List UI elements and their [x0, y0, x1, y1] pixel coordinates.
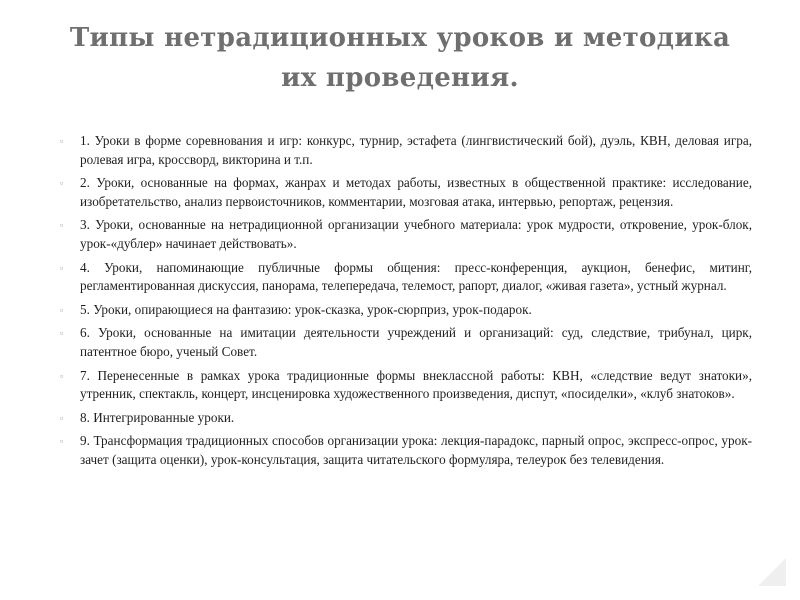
- list-item-text: 3. Уроки, основанные на нетрадиционной организации учебного материала: урок мудрости, откровение, урок-блок, урок-«дублер» начинает действовать».: [80, 217, 752, 251]
- list-item-5: [60, 301, 752, 320]
- bullet-marker-icon: ▫: [60, 436, 64, 447]
- bullet-marker-icon: ▫: [60, 370, 64, 381]
- page-corner-arrow-icon: [758, 558, 786, 586]
- list-item-1: [60, 132, 752, 169]
- list-item-text: 9. Трансформация традиционных способов организации урока: лекция-парадокс, парный опрос, экспресс-опрос, урок-зачет (защита оценки), урок-консультация, защита читательского формуляра, телеурок без телевидения.: [80, 433, 752, 467]
- list-item-text: 8. Интегрированные уроки.: [80, 409, 235, 425]
- list-item-text: 6. Уроки, основанные на имитации деятельности учреждений и организаций: суд, следствие, трибунал, цирк, патентное бюро, ученый Совет.: [80, 325, 752, 359]
- bullet-marker-icon: ▫: [60, 412, 64, 423]
- list-item-4: [60, 259, 752, 296]
- lesson-types-list: [60, 132, 752, 475]
- list-item-text: 4. Уроки, напоминающие публичные формы общения: пресс-конференция, аукцион, бенефис, митинг, регламентированная дискуссия, панорама, телепередача, телемост, рапорт, диалог, «живая газета», устный журнал.: [80, 259, 752, 294]
- slide-title: Типы нетрадиционных уроков и методика их проведения.: [69, 23, 731, 93]
- list-item-8: [60, 409, 752, 428]
- list-item-text: 1. Уроки в форме соревнования и игр: конкурс, турнир, эстафета (лингвистический бой), дуэль, КВН, деловая игра, ролевая игра, кроссворд, викторина и т.п.: [80, 133, 752, 167]
- list-item-text: 5. Уроки, опирающиеся на фантазию: урок-сказка, урок-сюрприз, урок-подарок.: [80, 301, 532, 317]
- bullet-marker-icon: ▫: [60, 262, 64, 273]
- list-item-text: 2. Уроки, основанные на формах, жанрах и методах работы, известных в общественной практике: исследование, изобретательство, анализ первоисточников, комментарии, мозговая атака, интервью, репортаж, рецензия.: [80, 175, 752, 209]
- bullet-marker-icon: ▫: [60, 304, 64, 315]
- list-item-2: [60, 174, 752, 211]
- bullet-marker-icon: ▫: [60, 136, 64, 146]
- list-item-text: 7. Перенесенные в рамках урока традиционные формы внеклассной работы: КВН, «следствие ведут знатоки», утренник, спектакль, концерт, инсценировка художественного произведения, диспут, «посиделки», «клуб знатоков».: [80, 367, 752, 402]
- bullet-marker-icon: ▫: [60, 220, 64, 231]
- list-item-9: [60, 432, 752, 469]
- list-item-7: [60, 367, 752, 404]
- list-item-3: [60, 216, 752, 253]
- bullet-marker-icon: ▫: [60, 178, 64, 189]
- bullet-marker-icon: ▫: [60, 328, 64, 339]
- list-item-6: [60, 324, 752, 361]
